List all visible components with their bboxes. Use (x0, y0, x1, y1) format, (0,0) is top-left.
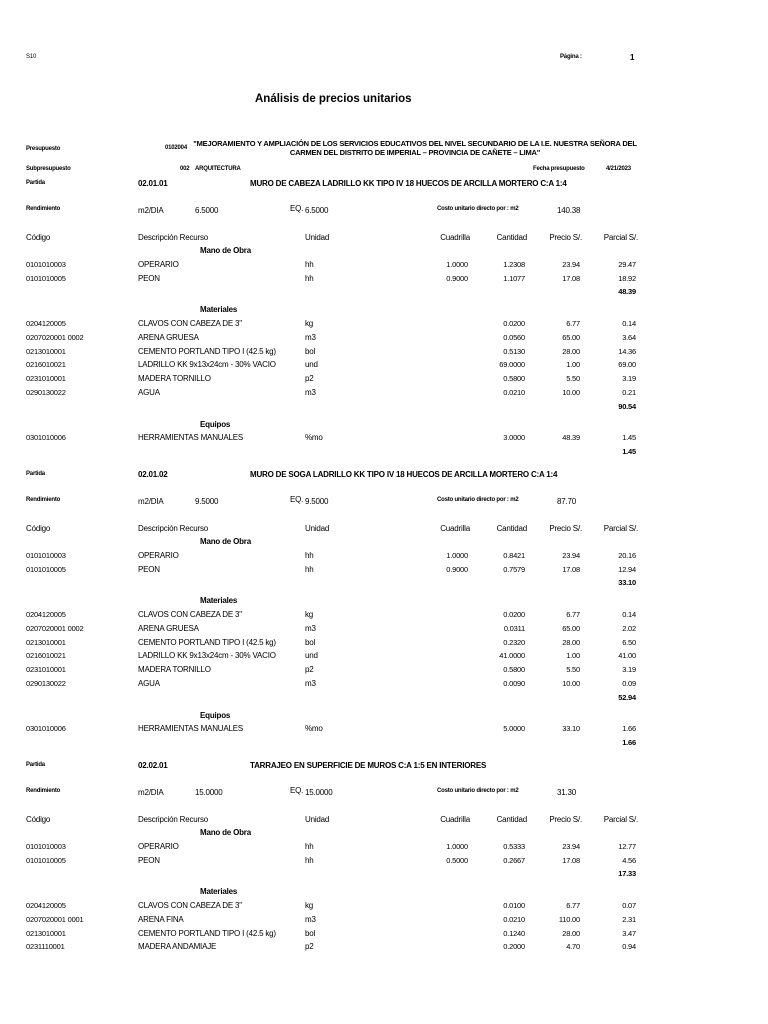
row-code: 0216010021 (26, 651, 66, 661)
row-parcial: 12.94 (618, 564, 636, 574)
row-cantidad: 0.5130 (503, 346, 525, 356)
row-unit: p2 (305, 665, 314, 675)
row-unit: bol (305, 637, 316, 647)
col-descripcion: Descripción Recurso (138, 815, 209, 824)
row-precio: 5.50 (566, 374, 580, 384)
rendimiento-unit: m2/DIA (138, 788, 164, 797)
row-precio: 65.00 (562, 623, 580, 633)
row-cuadrilla: 1.0000 (446, 550, 468, 560)
costo-value: 87.70 (557, 497, 577, 506)
row-unit: kg (305, 901, 314, 910)
row-unit: p2 (305, 942, 314, 952)
row-description: PEON (138, 564, 160, 574)
group-label: Mano de Obra (200, 246, 251, 255)
row-unit: m3 (305, 679, 316, 688)
row-unit: %mo (305, 724, 323, 734)
costo-label: Costo unitario directo por : m2 (437, 788, 519, 794)
row-code: 0231110001 (26, 942, 65, 952)
group-total: 33.10 (618, 578, 636, 588)
group-label: Materiales (200, 305, 238, 315)
row-description: MADERA TORNILLO (138, 374, 211, 384)
presupuesto-name: "MEJORAMIENTO Y AMPLIACIÓN DE LOS SERVICIOS EDUCATIVOS DEL NIVEL SECUNDARIO DE LA I.E. NUESTRA SEÑORA DEL CARMEN DEL DISTRITO DE IMPERIAL – PROVINCIA DE CAÑETE – LIMA" (193, 139, 637, 157)
row-description: AGUA (138, 679, 160, 688)
row-cuadrilla: 0.5000 (446, 855, 468, 865)
eq-label: EQ. (290, 204, 304, 213)
row-description: LADRILLO KK 9x13x24cm - 30% VACIO (138, 360, 276, 370)
row-precio: 23.94 (562, 841, 580, 851)
row-precio: 33.10 (562, 724, 580, 734)
row-description: OPERARIO (138, 259, 179, 269)
row-parcial: 12.77 (618, 841, 636, 851)
row-description: ARENA FINA (138, 914, 184, 924)
col-cantidad: Cantidad (496, 233, 527, 242)
row-code: 0101010005 (26, 273, 66, 283)
partida-name: MURO DE SOGA LADRILLO KK TIPO IV 18 HUECOS DE ARCILLA MORTERO C:A 1:4 (250, 470, 558, 479)
costo-label: Costo unitario directo por : m2 (437, 206, 519, 212)
col-codigo: Código (26, 815, 51, 824)
row-unit: m3 (305, 332, 316, 342)
row-cantidad: 0.5800 (503, 374, 525, 384)
partida-name: TARRAJEO EN SUPERFICIE DE MUROS C:A 1:5 EN INTERIORES (250, 761, 487, 770)
rendimiento-label: Rendimiento (26, 788, 61, 794)
row-parcial: 3.64 (622, 332, 636, 342)
row-precio: 4.70 (566, 942, 580, 952)
row-cantidad: 0.8421 (503, 550, 525, 560)
row-parcial: 0.14 (622, 319, 636, 328)
group-total: 52.94 (618, 692, 636, 702)
presupuesto-code: 0102004 (165, 145, 187, 151)
row-code: 0231010001 (26, 665, 66, 675)
costo-value: 31.30 (557, 788, 577, 797)
row-parcial: 3.19 (622, 374, 636, 384)
row-description: HERRAMIENTAS MANUALES (138, 433, 244, 443)
group-label: Equipos (200, 710, 231, 720)
row-unit: m3 (305, 914, 316, 924)
row-code: 0101010003 (26, 259, 66, 269)
row-description: CEMENTO PORTLAND TIPO I (42.5 kg) (138, 346, 276, 356)
row-description: OPERARIO (138, 841, 179, 851)
row-code: 0204120005 (26, 319, 66, 328)
row-description: ARENA GRUESA (138, 332, 199, 342)
row-cuadrilla: 0.9000 (446, 273, 468, 283)
row-description: CEMENTO PORTLAND TIPO I (42.5 kg) (138, 928, 276, 938)
row-description: PEON (138, 855, 160, 865)
row-cantidad: 0.2667 (503, 855, 525, 865)
row-unit: hh (305, 259, 314, 269)
col-precio: Precio S/. (549, 815, 582, 824)
row-precio: 5.50 (566, 665, 580, 675)
row-precio: 1.00 (566, 651, 580, 661)
rendimiento-label: Rendimiento (26, 206, 61, 212)
row-code: 0290130022 (26, 388, 66, 397)
row-unit: und (305, 360, 318, 370)
row-precio: 23.94 (562, 550, 580, 560)
row-code: 0231010001 (26, 374, 66, 384)
row-code: 0204120005 (26, 610, 66, 619)
row-unit: kg (305, 319, 314, 328)
row-parcial: 0.07 (622, 901, 636, 910)
row-description: MADERA ANDAMIAJE (138, 942, 217, 952)
fecha-label: Fecha presupuesto (533, 166, 585, 172)
row-code: 0207020001 0002 (26, 332, 84, 342)
row-precio: 48.39 (562, 433, 580, 443)
row-description: HERRAMIENTAS MANUALES (138, 724, 244, 734)
row-code: 0301010006 (26, 724, 66, 734)
group-label: Mano de Obra (200, 537, 251, 546)
col-parcial: Parcial S/. (603, 233, 638, 242)
col-cuadrilla: Cuadrilla (440, 524, 470, 533)
partida-code: 02.01.02 (138, 470, 168, 479)
partida-code: 02.01.01 (138, 179, 168, 188)
row-cantidad: 3.0000 (503, 433, 525, 443)
col-cuadrilla: Cuadrilla (440, 815, 470, 824)
row-description: ARENA GRUESA (138, 623, 199, 633)
rendimiento-value: 15.0000 (195, 788, 223, 797)
costo-label: Costo unitario directo por : m2 (437, 497, 519, 503)
row-unit: kg (305, 610, 314, 619)
row-parcial: 0.21 (622, 388, 636, 397)
eq-label: EQ. (290, 786, 304, 795)
row-cantidad: 0.5333 (503, 841, 525, 851)
subpresupuesto-name: ARQUITECTURA (195, 166, 241, 172)
subpresupuesto-label: Subpresupuesto (26, 166, 71, 172)
row-code: 0213010001 (26, 637, 66, 647)
row-precio: 28.00 (562, 928, 580, 938)
row-precio: 1.00 (566, 360, 580, 370)
row-parcial: 20.16 (618, 550, 636, 560)
row-parcial: 0.94 (622, 942, 636, 952)
row-parcial: 3.19 (622, 665, 636, 675)
row-parcial: 1.66 (622, 724, 636, 734)
row-cantidad: 0.0210 (503, 914, 525, 924)
eq-label: EQ. (290, 495, 304, 504)
row-precio: 6.77 (566, 901, 580, 910)
row-precio: 23.94 (562, 259, 580, 269)
row-description: PEON (138, 273, 160, 283)
row-code: 0290130022 (26, 679, 66, 688)
row-code: 0207020001 0002 (26, 623, 84, 633)
row-description: OPERARIO (138, 550, 179, 560)
row-description: AGUA (138, 388, 160, 397)
row-description: CEMENTO PORTLAND TIPO I (42.5 kg) (138, 637, 276, 647)
eq-value: 15.0000 (305, 788, 333, 797)
row-parcial: 4.56 (622, 855, 636, 865)
row-description: MADERA TORNILLO (138, 665, 211, 675)
row-unit: m3 (305, 388, 316, 397)
row-code: 0204120005 (26, 901, 66, 910)
col-descripcion: Descripción Recurso (138, 233, 209, 242)
row-unit: bol (305, 928, 316, 938)
row-precio: 65.00 (562, 332, 580, 342)
row-description: CLAVOS CON CABEZA DE 3" (138, 610, 242, 619)
row-cantidad: 0.2320 (503, 637, 525, 647)
row-precio: 6.77 (566, 610, 580, 619)
report-code: S10 (26, 54, 37, 60)
col-cuadrilla: Cuadrilla (440, 233, 470, 242)
group-label: Equipos (200, 419, 231, 429)
row-precio: 6.77 (566, 319, 580, 328)
row-unit: hh (305, 273, 314, 283)
row-code: 0101010005 (26, 564, 66, 574)
group-total: 17.33 (618, 869, 636, 879)
row-description: CLAVOS CON CABEZA DE 3" (138, 901, 242, 910)
presupuesto-label: Presupuesto (26, 146, 61, 152)
subpresupuesto-code: 002 (180, 166, 190, 172)
col-unidad: Unidad (305, 524, 330, 533)
row-parcial: 3.47 (622, 928, 636, 938)
row-precio: 17.08 (562, 564, 580, 574)
col-cantidad: Cantidad (496, 524, 527, 533)
row-cantidad: 5.0000 (503, 724, 525, 734)
row-cantidad: 0.0560 (503, 332, 525, 342)
row-code: 0101010003 (26, 550, 66, 560)
row-cantidad: 1.1077 (503, 273, 525, 283)
col-cantidad: Cantidad (496, 815, 527, 824)
row-code: 0207020001 0001 (26, 914, 84, 924)
row-description: CLAVOS CON CABEZA DE 3" (138, 319, 242, 328)
row-cantidad: 0.0200 (503, 319, 525, 328)
row-parcial: 41.00 (618, 651, 636, 661)
row-parcial: 29.47 (618, 259, 636, 269)
col-unidad: Unidad (305, 815, 330, 824)
rendimiento-unit: m2/DIA (138, 206, 164, 215)
col-descripcion: Descripción Recurso (138, 524, 209, 533)
row-unit: hh (305, 564, 314, 574)
row-parcial: 18.92 (618, 273, 636, 283)
row-precio: 10.00 (562, 388, 580, 397)
row-parcial: 14.36 (618, 346, 636, 356)
row-parcial: 2.31 (622, 914, 636, 924)
partida-code: 02.02.01 (138, 761, 168, 770)
row-precio: 17.08 (562, 273, 580, 283)
row-code: 0101010005 (26, 855, 66, 865)
row-cantidad: 0.7579 (503, 564, 525, 574)
row-unit: hh (305, 841, 314, 851)
partida-label: Partida (26, 180, 45, 186)
page-number: 1 (630, 53, 635, 62)
row-cantidad: 0.0100 (503, 901, 525, 910)
row-cantidad: 69.0000 (499, 360, 525, 370)
row-precio: 28.00 (562, 637, 580, 647)
row-unit: hh (305, 855, 314, 865)
row-unit: p2 (305, 374, 314, 384)
col-unidad: Unidad (305, 233, 330, 242)
row-cuadrilla: 1.0000 (446, 259, 468, 269)
row-cantidad: 0.1240 (503, 928, 525, 938)
eq-value: 9.5000 (305, 497, 329, 506)
col-codigo: Código (26, 233, 51, 242)
partida-name: MURO DE CABEZA LADRILLO KK TIPO IV 18 HUECOS DE ARCILLA MORTERO C:A 1:4 (250, 179, 567, 188)
group-label: Materiales (200, 596, 238, 606)
row-cantidad: 1.2308 (503, 259, 525, 269)
row-cuadrilla: 1.0000 (446, 841, 468, 851)
col-parcial: Parcial S/. (603, 524, 638, 533)
row-description: LADRILLO KK 9x13x24cm - 30% VACIO (138, 651, 276, 661)
row-parcial: 6.50 (622, 637, 636, 647)
row-cantidad: 0.0090 (503, 679, 525, 688)
row-parcial: 0.14 (622, 610, 636, 619)
row-unit: und (305, 651, 318, 661)
row-cantidad: 0.0200 (503, 610, 525, 619)
row-unit: hh (305, 550, 314, 560)
row-code: 0301010006 (26, 433, 66, 443)
row-code: 0216010021 (26, 360, 66, 370)
fecha-value: 4/21/2023 (606, 166, 631, 172)
row-parcial: 2.02 (622, 623, 636, 633)
rendimiento-value: 6.5000 (195, 206, 219, 215)
row-cantidad: 0.0311 (503, 623, 525, 633)
costo-value: 140.38 (557, 206, 581, 215)
row-unit: m3 (305, 623, 316, 633)
row-cantidad: 41.0000 (499, 651, 525, 661)
partida-label: Partida (26, 762, 45, 768)
col-codigo: Código (26, 524, 51, 533)
row-code: 0101010003 (26, 841, 66, 851)
row-precio: 28.00 (562, 346, 580, 356)
row-parcial: 1.45 (622, 433, 636, 443)
eq-value: 6.5000 (305, 206, 329, 215)
row-cantidad: 0.5800 (503, 665, 525, 675)
col-parcial: Parcial S/. (603, 815, 638, 824)
group-total: 1.45 (622, 447, 636, 457)
row-precio: 10.00 (562, 679, 580, 688)
rendimiento-label: Rendimiento (26, 497, 61, 503)
row-code: 0213010001 (26, 928, 66, 938)
row-unit: %mo (305, 433, 323, 443)
rendimiento-unit: m2/DIA (138, 497, 164, 506)
row-unit: bol (305, 346, 316, 356)
rendimiento-value: 9.5000 (195, 497, 219, 506)
col-precio: Precio S/. (549, 524, 582, 533)
row-cantidad: 0.0210 (503, 388, 525, 397)
group-label: Mano de Obra (200, 828, 251, 837)
page-label: Página : (560, 54, 582, 60)
col-precio: Precio S/. (549, 233, 582, 242)
row-parcial: 0.09 (622, 679, 636, 688)
row-cuadrilla: 0.9000 (446, 564, 468, 574)
group-total: 90.54 (618, 401, 636, 411)
group-total: 1.66 (622, 738, 636, 748)
group-label: Materiales (200, 887, 238, 897)
group-total: 48.39 (618, 287, 636, 297)
row-parcial: 69.00 (618, 360, 636, 370)
row-code: 0213010001 (26, 346, 66, 356)
partida-label: Partida (26, 471, 45, 477)
row-precio: 110.00 (558, 914, 580, 924)
page-title: Análisis de precios unitarios (255, 93, 412, 105)
row-cantidad: 0.2000 (503, 942, 525, 952)
row-precio: 17.08 (562, 855, 580, 865)
